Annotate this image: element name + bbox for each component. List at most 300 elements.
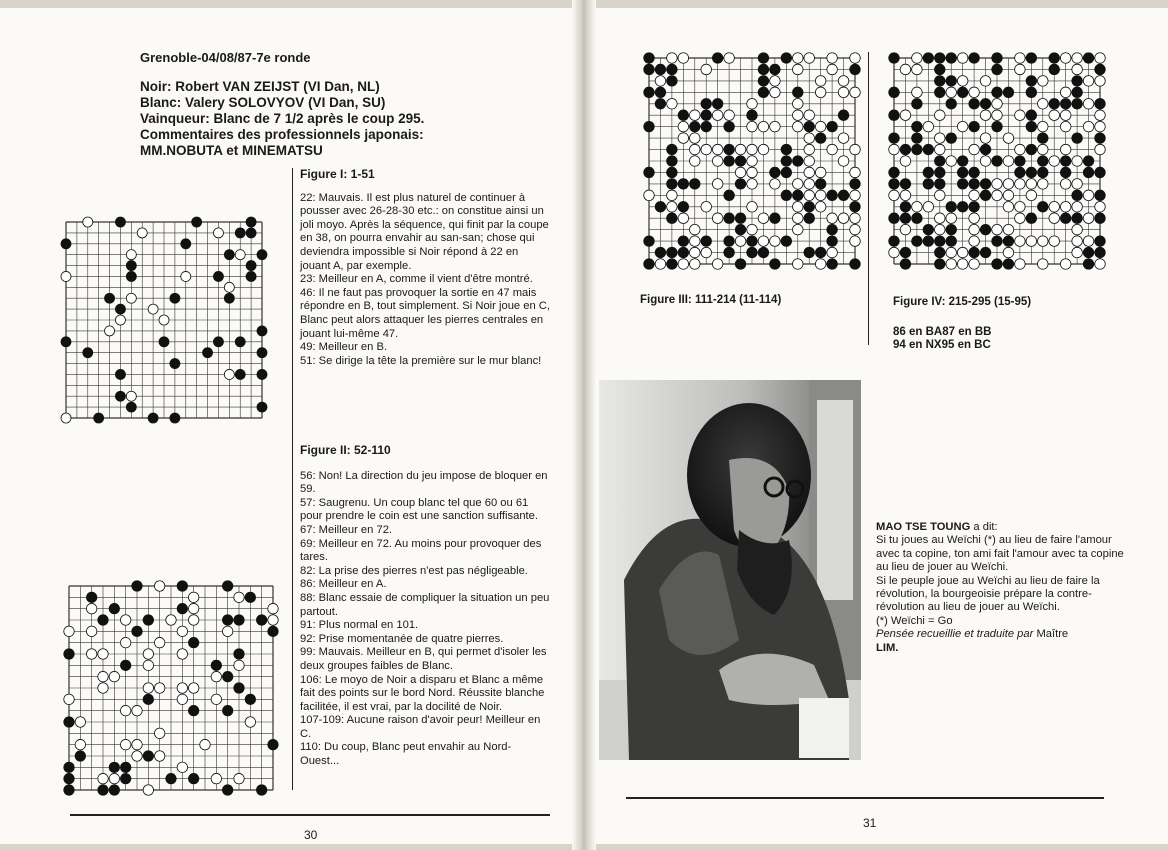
black-stone (935, 76, 946, 87)
white-stone (900, 224, 911, 235)
white-stone (211, 694, 221, 704)
black-stone (268, 626, 278, 636)
black-stone (655, 202, 666, 213)
quote-said: a dit: (973, 521, 998, 533)
white-stone (827, 64, 838, 75)
black-stone (64, 649, 74, 659)
black-stone (923, 167, 934, 178)
black-stone (770, 259, 781, 270)
black-stone (246, 261, 256, 271)
white-stone (655, 76, 666, 87)
white-stone (1003, 179, 1014, 190)
black-stone (1003, 259, 1014, 270)
black-stone (1026, 87, 1037, 98)
black-stone (235, 337, 245, 347)
white-stone (900, 110, 911, 121)
white-stone (969, 236, 980, 247)
figure2-commentary (300, 444, 550, 769)
black-stone (724, 156, 735, 167)
comment: 110: Du coup, Blanc peut envahir au Nord-Ouest... (300, 741, 512, 768)
white-stone (793, 110, 804, 121)
black-stone (1026, 167, 1037, 178)
white-stone (758, 236, 769, 247)
white-stone (1060, 121, 1071, 132)
white-stone (120, 739, 130, 749)
white-stone (188, 615, 198, 625)
white-stone (137, 228, 147, 238)
white-stone (815, 259, 826, 270)
white-stone (701, 144, 712, 155)
black-stone (912, 133, 923, 144)
white-stone (234, 660, 244, 670)
black-stone (980, 224, 991, 235)
black-stone (64, 717, 74, 727)
white-stone (181, 271, 191, 281)
black-stone (735, 179, 746, 190)
header-winner: Vainqueur: Blanc de 7 1/2 après le coup 295. (140, 111, 425, 126)
black-stone (815, 247, 826, 258)
white-stone (1038, 236, 1049, 247)
white-stone (747, 179, 758, 190)
comment: 69: Meilleur en 72. Au moins pour provoquer des tares. (300, 537, 542, 564)
white-stone (1083, 190, 1094, 201)
black-stone (804, 247, 815, 258)
black-stone (781, 190, 792, 201)
white-stone (815, 121, 826, 132)
white-stone (946, 247, 957, 258)
black-stone (667, 247, 678, 258)
black-stone (678, 110, 689, 121)
black-stone (980, 179, 991, 190)
black-stone (815, 179, 826, 190)
white-stone (1049, 213, 1060, 224)
black-stone (735, 213, 746, 224)
white-stone (1015, 110, 1026, 121)
black-stone (1083, 259, 1094, 270)
white-stone (1049, 236, 1060, 247)
white-stone (1026, 190, 1037, 201)
black-stone (935, 179, 946, 190)
white-stone (159, 315, 169, 325)
white-stone (980, 76, 991, 87)
white-stone (154, 728, 164, 738)
white-stone (1038, 99, 1049, 110)
black-stone (222, 615, 232, 625)
black-stone (889, 87, 900, 98)
black-stone (889, 213, 900, 224)
black-stone (735, 224, 746, 235)
black-stone (946, 99, 957, 110)
black-stone (83, 348, 93, 358)
white-stone (1015, 213, 1026, 224)
note-line: 94 en NX95 en BC (893, 339, 991, 351)
black-stone (980, 144, 991, 155)
white-stone (969, 224, 980, 235)
white-stone (234, 773, 244, 783)
white-stone (747, 144, 758, 155)
black-stone (1026, 53, 1037, 64)
white-stone (712, 259, 723, 270)
black-stone (1095, 190, 1106, 201)
comment: 49: Meilleur en B. (300, 341, 388, 354)
black-stone (1095, 236, 1106, 247)
black-stone (126, 402, 136, 412)
black-stone (222, 785, 232, 795)
white-stone (132, 739, 142, 749)
white-stone (75, 717, 85, 727)
white-stone (120, 615, 130, 625)
black-stone (793, 190, 804, 201)
black-stone (827, 224, 838, 235)
quote-credit: Pensée recueillie et traduite par (876, 628, 1034, 641)
white-stone (1072, 236, 1083, 247)
header-white: Blanc: Valery SOLOVYOV (VI Dan, SU) (140, 95, 386, 110)
black-stone (257, 250, 267, 260)
black-stone (245, 592, 255, 602)
white-stone (912, 202, 923, 213)
white-stone (793, 202, 804, 213)
white-stone (957, 259, 968, 270)
white-stone (957, 247, 968, 258)
page-number-left: 30 (304, 828, 318, 842)
page-number-right: 31 (863, 816, 877, 830)
white-stone (1095, 259, 1106, 270)
white-stone (1015, 144, 1026, 155)
black-stone (148, 413, 158, 423)
black-stone (712, 99, 723, 110)
black-stone (1026, 121, 1037, 132)
white-stone (793, 121, 804, 132)
black-stone (64, 773, 74, 783)
black-stone (969, 121, 980, 132)
white-stone (889, 144, 900, 155)
white-stone (1015, 179, 1026, 190)
comment: 91: Plus normal en 101. (300, 619, 419, 632)
white-stone (105, 326, 115, 336)
black-stone (758, 87, 769, 98)
black-stone (644, 64, 655, 75)
white-stone (1015, 64, 1026, 75)
white-stone (690, 133, 701, 144)
comment: 51: Se dirige la tête la première sur le mur blanc! (300, 354, 542, 367)
white-stone (690, 144, 701, 155)
white-stone (75, 739, 85, 749)
black-stone (667, 144, 678, 155)
black-stone (1095, 133, 1106, 144)
black-stone (120, 660, 130, 670)
white-stone (1026, 179, 1037, 190)
white-stone (234, 592, 244, 602)
white-stone (804, 53, 815, 64)
white-stone (735, 167, 746, 178)
black-stone (1038, 133, 1049, 144)
black-stone (827, 236, 838, 247)
black-stone (923, 144, 934, 155)
black-stone (923, 179, 934, 190)
black-stone (86, 592, 96, 602)
black-stone (758, 247, 769, 258)
white-stone (724, 53, 735, 64)
white-stone (86, 603, 96, 613)
black-stone (667, 64, 678, 75)
black-stone (957, 202, 968, 213)
black-stone (222, 581, 232, 591)
black-stone (804, 121, 815, 132)
white-stone (793, 53, 804, 64)
white-stone (132, 751, 142, 761)
white-stone (969, 144, 980, 155)
black-stone (1083, 53, 1094, 64)
black-stone (969, 99, 980, 110)
black-stone (115, 304, 125, 314)
black-stone (889, 53, 900, 64)
white-stone (935, 213, 946, 224)
black-stone (804, 213, 815, 224)
black-stone (246, 228, 256, 238)
black-stone (735, 259, 746, 270)
white-stone (222, 626, 232, 636)
white-stone (712, 110, 723, 121)
white-stone (900, 64, 911, 75)
white-stone (946, 156, 957, 167)
black-stone (170, 359, 180, 369)
white-stone (143, 785, 153, 795)
black-stone (667, 167, 678, 178)
black-stone (889, 133, 900, 144)
black-stone (724, 121, 735, 132)
white-stone (747, 167, 758, 178)
white-stone (109, 671, 119, 681)
go-board-figure2 (63, 580, 279, 796)
white-stone (724, 110, 735, 121)
black-stone (900, 144, 911, 155)
white-stone (912, 64, 923, 75)
white-stone (1072, 156, 1083, 167)
portrait-photo (599, 380, 861, 760)
comment: 107-109: Aucune raison d'avoir peur! Meilleur en C. (300, 714, 541, 740)
black-stone (1038, 156, 1049, 167)
black-stone (234, 649, 244, 659)
white-stone (154, 637, 164, 647)
black-stone (946, 202, 957, 213)
white-stone (758, 144, 769, 155)
comment: 46: Il ne faut pas provoquer la sortie en 47 mais répondre en B, tout simplement. Si Noir joue en C, Blanc peut alors attaquer les pierres centrales en jouant lui-même 47. (300, 286, 550, 340)
black-stone (105, 293, 115, 303)
white-stone (815, 202, 826, 213)
white-stone (946, 213, 957, 224)
white-stone (969, 87, 980, 98)
black-stone (724, 236, 735, 247)
black-stone (701, 99, 712, 110)
comment: 106: Le moyo de Noir a disparu et Blanc a même fait des points sur le bord Nord. Réussite blanche facilitée, il est vrai, par la docilité de Noir. (300, 673, 545, 713)
white-stone (1015, 259, 1026, 270)
black-stone (268, 739, 278, 749)
black-stone (644, 87, 655, 98)
black-stone (935, 156, 946, 167)
white-stone (827, 53, 838, 64)
game-header (140, 79, 560, 159)
white-stone (154, 581, 164, 591)
quote-line: (*) Weïchi = Go (876, 614, 953, 627)
black-stone (969, 167, 980, 178)
black-stone (166, 773, 176, 783)
quote-credit-title: Maître (1036, 628, 1069, 641)
black-stone (935, 53, 946, 64)
white-stone (946, 87, 957, 98)
white-stone (804, 110, 815, 121)
white-stone (712, 156, 723, 167)
black-stone (667, 259, 678, 270)
white-stone (690, 236, 701, 247)
black-stone (912, 99, 923, 110)
black-stone (655, 99, 666, 110)
white-stone (1072, 179, 1083, 190)
black-stone (257, 369, 267, 379)
quote-line: Si le peuple joue au Weïchi au lieu de faire la révolution, la bourgeoisie prépare la contre-révolution au lieu de jouer au Weïchi. (876, 574, 1100, 614)
comment: 92: Prise momentanée de quatre pierres. (300, 632, 504, 645)
white-stone (109, 773, 119, 783)
white-stone (268, 615, 278, 625)
white-stone (166, 615, 176, 625)
black-stone (61, 337, 71, 347)
black-stone (900, 202, 911, 213)
white-stone (126, 391, 136, 401)
white-stone (1015, 202, 1026, 213)
white-stone (132, 705, 142, 715)
black-stone (678, 179, 689, 190)
black-stone (992, 156, 1003, 167)
black-stone (1038, 167, 1049, 178)
comment: 86: Meilleur en A. (300, 578, 387, 591)
black-stone (257, 402, 267, 412)
white-stone (912, 53, 923, 64)
white-stone (1060, 202, 1071, 213)
figure1-commentary (300, 168, 550, 368)
white-stone (793, 213, 804, 224)
black-stone (992, 87, 1003, 98)
black-stone (781, 53, 792, 64)
black-stone (1072, 76, 1083, 87)
black-stone (770, 213, 781, 224)
white-stone (804, 156, 815, 167)
white-stone (758, 213, 769, 224)
footer-rule-right (626, 797, 1104, 799)
figure-separator (868, 52, 869, 345)
go-board-figure1 (60, 216, 276, 424)
white-stone (143, 649, 153, 659)
white-stone (969, 259, 980, 270)
black-stone (690, 179, 701, 190)
black-stone (234, 615, 244, 625)
white-stone (1072, 247, 1083, 258)
white-stone (154, 683, 164, 693)
black-stone (667, 179, 678, 190)
black-stone (132, 626, 142, 636)
black-stone (935, 236, 946, 247)
black-stone (64, 785, 74, 795)
white-stone (957, 76, 968, 87)
black-stone (115, 391, 125, 401)
white-stone (889, 190, 900, 201)
black-stone (946, 133, 957, 144)
black-stone (644, 121, 655, 132)
white-stone (177, 694, 187, 704)
black-stone (701, 121, 712, 132)
black-stone (747, 247, 758, 258)
white-stone (115, 315, 125, 325)
black-stone (1038, 202, 1049, 213)
comment: 88: Blanc essaie de compliquer la situation un peu partout. (300, 591, 550, 618)
white-stone (120, 637, 130, 647)
black-stone (188, 637, 198, 647)
black-stone (257, 348, 267, 358)
white-stone (1060, 179, 1071, 190)
white-stone (98, 773, 108, 783)
black-stone (850, 202, 861, 213)
white-stone (86, 626, 96, 636)
white-stone (1060, 110, 1071, 121)
white-stone (83, 217, 93, 227)
black-stone (969, 179, 980, 190)
black-stone (946, 53, 957, 64)
white-stone (980, 110, 991, 121)
white-stone (245, 717, 255, 727)
white-stone (188, 683, 198, 693)
black-stone (644, 259, 655, 270)
mao-quote (876, 521, 1138, 655)
black-stone (1095, 247, 1106, 258)
white-stone (1049, 202, 1060, 213)
white-stone (1072, 224, 1083, 235)
black-stone (923, 224, 934, 235)
white-stone (815, 76, 826, 87)
black-stone (170, 293, 180, 303)
black-stone (1083, 247, 1094, 258)
black-stone (992, 53, 1003, 64)
black-stone (177, 603, 187, 613)
black-stone (770, 64, 781, 75)
white-stone (690, 156, 701, 167)
black-stone (98, 615, 108, 625)
white-stone (838, 76, 849, 87)
black-stone (900, 213, 911, 224)
white-stone (957, 121, 968, 132)
black-stone (838, 110, 849, 121)
black-stone (935, 247, 946, 258)
black-stone (234, 683, 244, 693)
white-stone (850, 144, 861, 155)
black-stone (900, 259, 911, 270)
black-stone (770, 167, 781, 178)
white-stone (177, 649, 187, 659)
white-stone (1083, 213, 1094, 224)
header-commentators: MM.NOBUTA et MINEMATSU (140, 143, 323, 158)
black-stone (889, 179, 900, 190)
black-stone (211, 660, 221, 670)
white-stone (793, 64, 804, 75)
white-stone (224, 282, 234, 292)
white-stone (827, 144, 838, 155)
comment: 99: Mauvais. Meilleur en B, qui permet d'isoler les deux groupes faibles de Blanc. (300, 646, 547, 672)
white-stone (188, 592, 198, 602)
black-stone (1072, 99, 1083, 110)
black-stone (712, 53, 723, 64)
black-stone (889, 236, 900, 247)
white-stone (1003, 247, 1014, 258)
white-stone (793, 224, 804, 235)
black-stone (126, 261, 136, 271)
black-stone (781, 236, 792, 247)
